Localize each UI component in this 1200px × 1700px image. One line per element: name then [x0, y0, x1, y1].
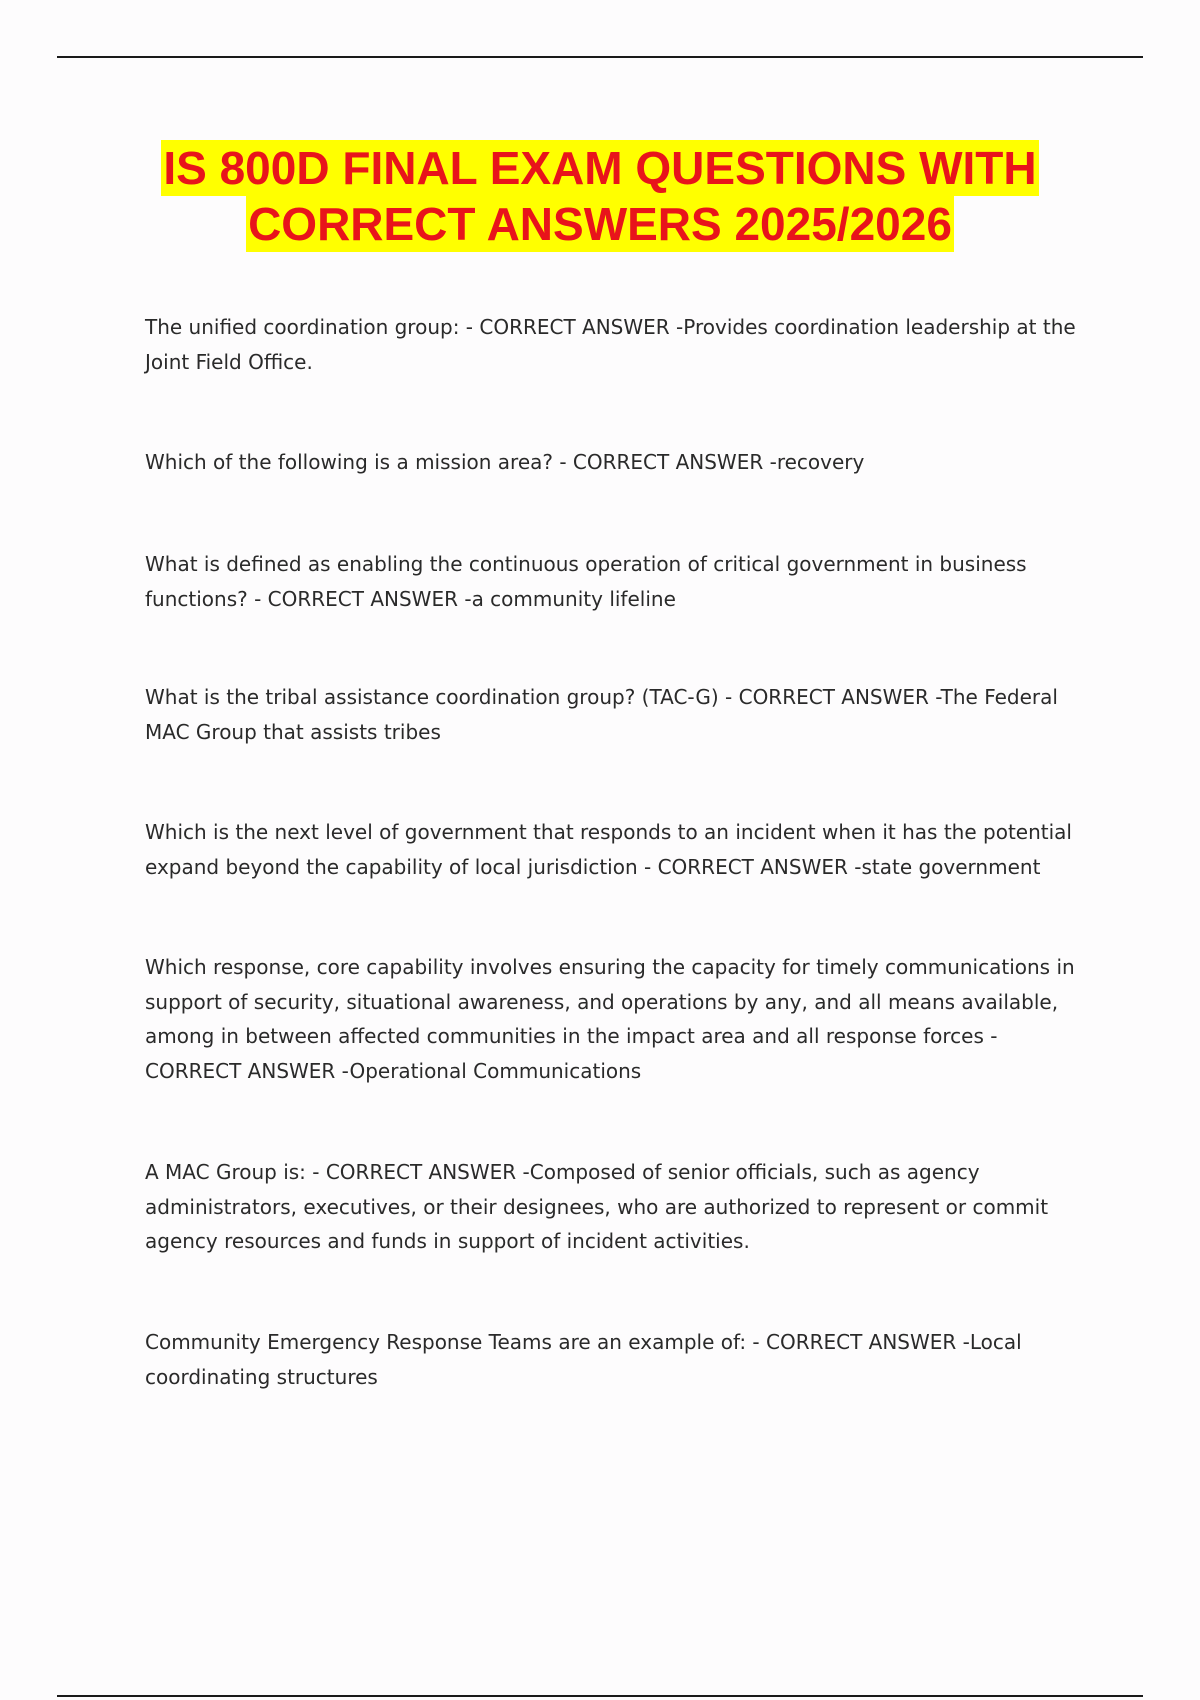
- title-line-1: IS 800D FINAL EXAM QUESTIONS WITH: [163, 142, 1037, 194]
- qa-item: Which is the next level of government that responds to an incident when it has the potential expand beyond the capability of local jurisdiction - CORRECT ANSWER -state government: [145, 820, 1072, 879]
- qa-item: What is defined as enabling the continuous operation of critical government in business functions? - CORRECT ANSWER -a community lifeline: [145, 552, 1027, 611]
- qa-item: A MAC Group is: - CORRECT ANSWER -Composed of senior officials, such as agency administrators, executives, or their designees, who are authorized to represent or commit agency resources and funds in support of incident activities.: [145, 1160, 1049, 1253]
- qa-item: Community Emergency Response Teams are an example of: - CORRECT ANSWER -Local coordinating structures: [145, 1330, 1022, 1389]
- qa-item: What is the tribal assistance coordination group? (TAC-G) - CORRECT ANSWER -The Federal MAC Group that assists tribes: [145, 685, 1058, 744]
- page-title: [0, 140, 1200, 252]
- top-divider: [57, 56, 1143, 58]
- qa-item: The unified coordination group: - CORRECT ANSWER -Provides coordination leadership at the Joint Field Office.: [145, 315, 1076, 374]
- title-line-2: CORRECT ANSWERS 2025/2026: [248, 198, 952, 250]
- qa-item: Which of the following is a mission area? - CORRECT ANSWER -recovery: [145, 450, 865, 474]
- bottom-divider: [57, 1695, 1143, 1697]
- qa-item: Which response, core capability involves ensuring the capacity for timely communications in support of security, situational awareness, and operations by any, and all means available, among in between affected communities in the impact area and all response forces - CORRECT ANSWER -Operational Communications: [145, 955, 1075, 1083]
